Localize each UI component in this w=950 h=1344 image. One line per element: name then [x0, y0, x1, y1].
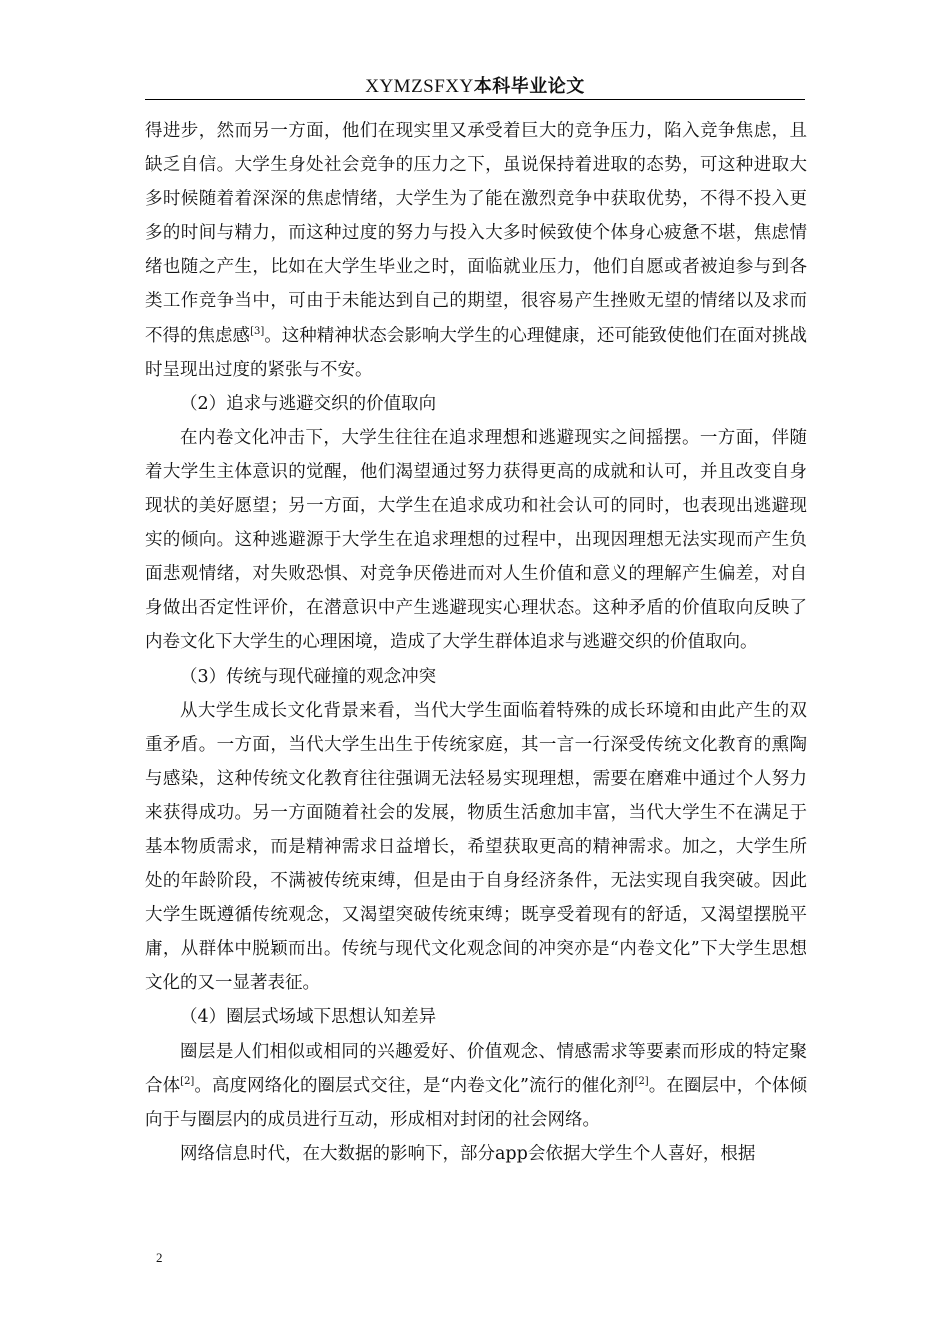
header-rule — [145, 99, 805, 100]
citation-ref: [3] — [250, 325, 265, 337]
section-heading-3: （3）传统与现代碰撞的观念冲突 — [180, 666, 437, 687]
section-heading-4: （4）圈层式场域下思想认知差异 — [180, 1007, 437, 1028]
section-paragraph-4a — [145, 1035, 807, 1137]
citation-ref: [2] — [180, 1075, 195, 1087]
continuation-text: 得进步，然而另一方面，他们在现实里又承受着巨大的竞争压力，陷入竞争焦虑，且缺乏自信。大学生身处社会竞争的压力之下，虽说保持着进取的态势，可这种进取大多时候随着着深深的焦虑情绪，大学生为了能在激烈竞争中获取优势，不得不投入更多的时间与精力，而这种过度的努力与投入大多时候致使个体身心疲惫不堪，焦虑情绪也随之产生，比如在大学生毕业之时，面临就业压力，他们自愿或者被迫参与到各类工作竞争当中，可由于未能达到自己的期望，很容易产生挫败无望的情绪以及求而不得的焦虑感 — [145, 121, 807, 346]
continuation-tail: 。这种精神状态会影响大学生的心理健康，还可能致使他们在面对挑战时呈现出过度的紧张与不安。 — [145, 325, 808, 380]
section-paragraph-4b: 网络信息时代，在大数据的影响下，部分app会依据大学生个人喜好，根据 — [180, 1143, 756, 1164]
section4-text-c: 。在圈层中，个体倾向于与圈层内的成员进行互动，形成相对封闭的社会网络。 — [145, 1075, 807, 1130]
section4-text-a: 圈层是人们相似或相同的兴趣爱好、价值观念、情感需求等要素而形成的特定聚合体 — [145, 1041, 807, 1096]
section4-text-b: 。高度网络化的圈层式交往，是“内卷文化”流行的催化剂 — [194, 1075, 635, 1096]
document-body — [145, 114, 807, 1171]
page-number: 2 — [156, 1250, 163, 1265]
header-code: XYMZSFXY — [365, 76, 474, 97]
header-title: 本科毕业论文 — [473, 76, 585, 97]
section-paragraph-2: 在内卷文化冲击下，大学生往往在追求理想和逃避现实之间摇摆。一方面，伴随着大学生主体意识的觉醒，他们渴望通过努力获得更高的成就和认可，并且改变自身现状的美好愿望；另一方面，大学生在追求成功和社会认可的同时，也表现出逃避现实的倾向。这种逃避源于大学生在追求理想的过程中，出现因理想无法实现而产生负面悲观情绪，对失败恐惧、对竞争厌倦进而对人生价值和意义的理解产生偏差，对自身做出否定性评价，在潜意识中产生逃避现实心理状态。这种矛盾的价值取向反映了内卷文化下大学生的心理困境，造成了大学生群体追求与逃避交织的价值取向。 — [145, 427, 807, 653]
section-heading-2: （2）追求与逃避交织的价值取向 — [180, 393, 437, 414]
page-header — [145, 74, 805, 98]
continuation-paragraph — [145, 114, 807, 387]
citation-ref: [2] — [634, 1075, 649, 1087]
section-paragraph-3: 从大学生成长文化背景来看，当代大学生面临着特殊的成长环境和由此产生的双重矛盾。一方面，当代大学生出生于传统家庭，其一言一行深受传统文化教育的熏陶与感染，这种传统文化教育往往强调无法轻易实现理想，需要在磨难中通过个人努力来获得成功。另一方面随着社会的发展，物质生活愈加丰富，当代大学生不在满足于基本物质需求，而是精神需求日益增长，希望获取更高的精神需求。加之，大学生所处的年龄阶段，不满被传统束缚，但是由于自身经济条件，无法实现自我突破。因此大学生既遵循传统观念，又渴望突破传统束缚；既享受着现有的舒适，又渴望摆脱平庸，从群体中脱颖而出。传统与现代文化观念间的冲突亦是“内卷文化”下大学生思想文化的又一显著表征。 — [145, 700, 807, 994]
